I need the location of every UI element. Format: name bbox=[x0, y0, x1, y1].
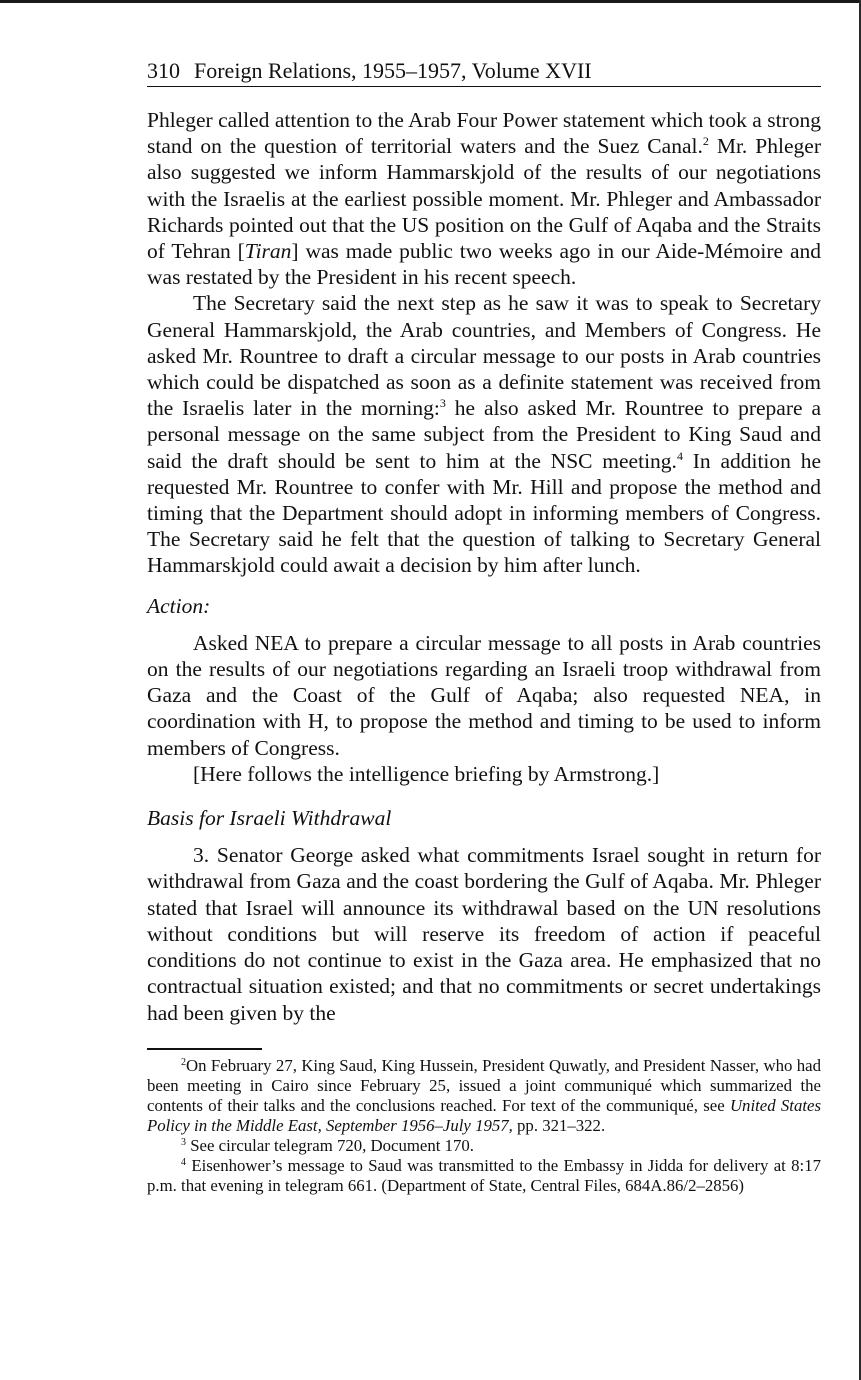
tiran-italic: Tiran bbox=[244, 239, 292, 264]
section-heading: Basis for Israeli Withdrawal bbox=[147, 806, 392, 831]
action-heading: Action: bbox=[147, 593, 211, 618]
footnote-2-text-b: pp. 321–322. bbox=[512, 1115, 606, 1135]
footnotes bbox=[147, 1056, 821, 1196]
running-head bbox=[147, 58, 821, 87]
footnote-divider bbox=[147, 1048, 262, 1050]
footnote-3 bbox=[147, 1136, 821, 1156]
page-number: 310 bbox=[147, 58, 180, 83]
body-text bbox=[147, 107, 821, 1026]
footnote-3-text: See circular telegram 720, Document 170. bbox=[190, 1135, 474, 1155]
footnote-2 bbox=[147, 1056, 821, 1136]
page-top-edge bbox=[0, 0, 861, 3]
paragraph-1 bbox=[147, 107, 821, 290]
footnote-2-source-title: United States Policy in the Middle East, September 1956–July 1957, bbox=[147, 1095, 821, 1135]
footnote-ref-3: 3 bbox=[439, 396, 446, 411]
paragraph-2-text-c: In addition he requested Mr. Rountree to confer with Mr. Hill and propose the method and timing that the Department should adopt in informing members of Congress. The Secretary said he felt that the question of talking to Secretary General Hammarskjold could await a decision by him after lunch. bbox=[147, 448, 821, 578]
footnote-2-text-a: On February 27, King Saud, King Hussein, President Quwatly, and President Nasser, who had been meeting in Cairo since February 25, issued a joint communiqué which summarized the contents of their talks and the conclusions reached. For text of the communiqué, see bbox=[147, 1055, 821, 1115]
footnote-3-number: 3 bbox=[181, 1136, 186, 1148]
action-paragraph: Asked NEA to prepare a circular message to all posts in Arab countries on the results of our negotiations regarding an Israeli troop withdrawal from Gaza and the Coast of the Gulf of Aqaba; also requested NEA, in coordination with H, to propose the method and timing to be used to inform members of Congress. bbox=[147, 630, 821, 760]
paragraph-1-text-b: Mr. Phleger also suggested we inform Hammarskjold of the results of our negotiations with the Israelis at the earliest possible moment. Mr. Phleger and Ambassador Richards pointed out that the US position on the Gulf of Aqaba and the Straits of Tehran [ bbox=[147, 134, 821, 264]
footnote-2-number: 2 bbox=[181, 1056, 186, 1068]
footnote-4-text: Eisenhower’s message to Saud was transmitted to the Embassy in Jidda for delivery at 8:17 p.m. that evening in telegram 661. (Department of State, Central Files, 684A.86/2–2856) bbox=[147, 1155, 821, 1195]
footnote-4 bbox=[147, 1156, 821, 1196]
paragraph-3: 3. Senator George asked what commitments Israel sought in return for withdrawal from Gaza and the coast bordering the Gulf of Aqaba. Mr. Phleger stated that Israel will announce its withdrawal based on the UN resolutions without conditions but will reserve its freedom of action if peaceful conditions do not continue to exist in the Gaza area. He emphasized that no contractual situation existed; and that no commitments or secret undertakings had been given by the bbox=[147, 843, 821, 1025]
paragraph-2-text-a: The Secretary said the next step as he saw it was to speak to Secretary General Hammarskjold, the Arab countries, and Members of Congress. He asked Mr. Rountree to draft a circular message to our posts in Arab countries which could be dispatched as soon as a definite statement was received from the Israelis later in the morning: bbox=[147, 291, 821, 421]
footnote-ref-2: 2 bbox=[702, 134, 709, 149]
footnote-4-number: 4 bbox=[181, 1156, 186, 1168]
paragraph-1-text-a: Phleger called attention to the Arab Four Power statement which took a strong stand on the question of territorial waters and the Suez Canal. bbox=[147, 108, 821, 159]
paragraph-1-text-c: ] was made public two weeks ago in our Aide-Mémoire and was restated by the President in his recent speech. bbox=[147, 239, 821, 290]
document-page bbox=[147, 58, 821, 1196]
paragraph-2 bbox=[147, 290, 821, 578]
footnote-ref-4: 4 bbox=[676, 448, 683, 463]
paragraph-2-text-b: he also asked Mr. Rountree to prepare a personal message on the same subject from the President to King Saud and said the draft should be sent to him at the NSC meeting. bbox=[147, 396, 821, 473]
briefing-note: [Here follows the intelligence briefing by Armstrong.] bbox=[193, 761, 660, 786]
running-title: Foreign Relations, 1955–1957, Volume XVII bbox=[194, 58, 592, 83]
